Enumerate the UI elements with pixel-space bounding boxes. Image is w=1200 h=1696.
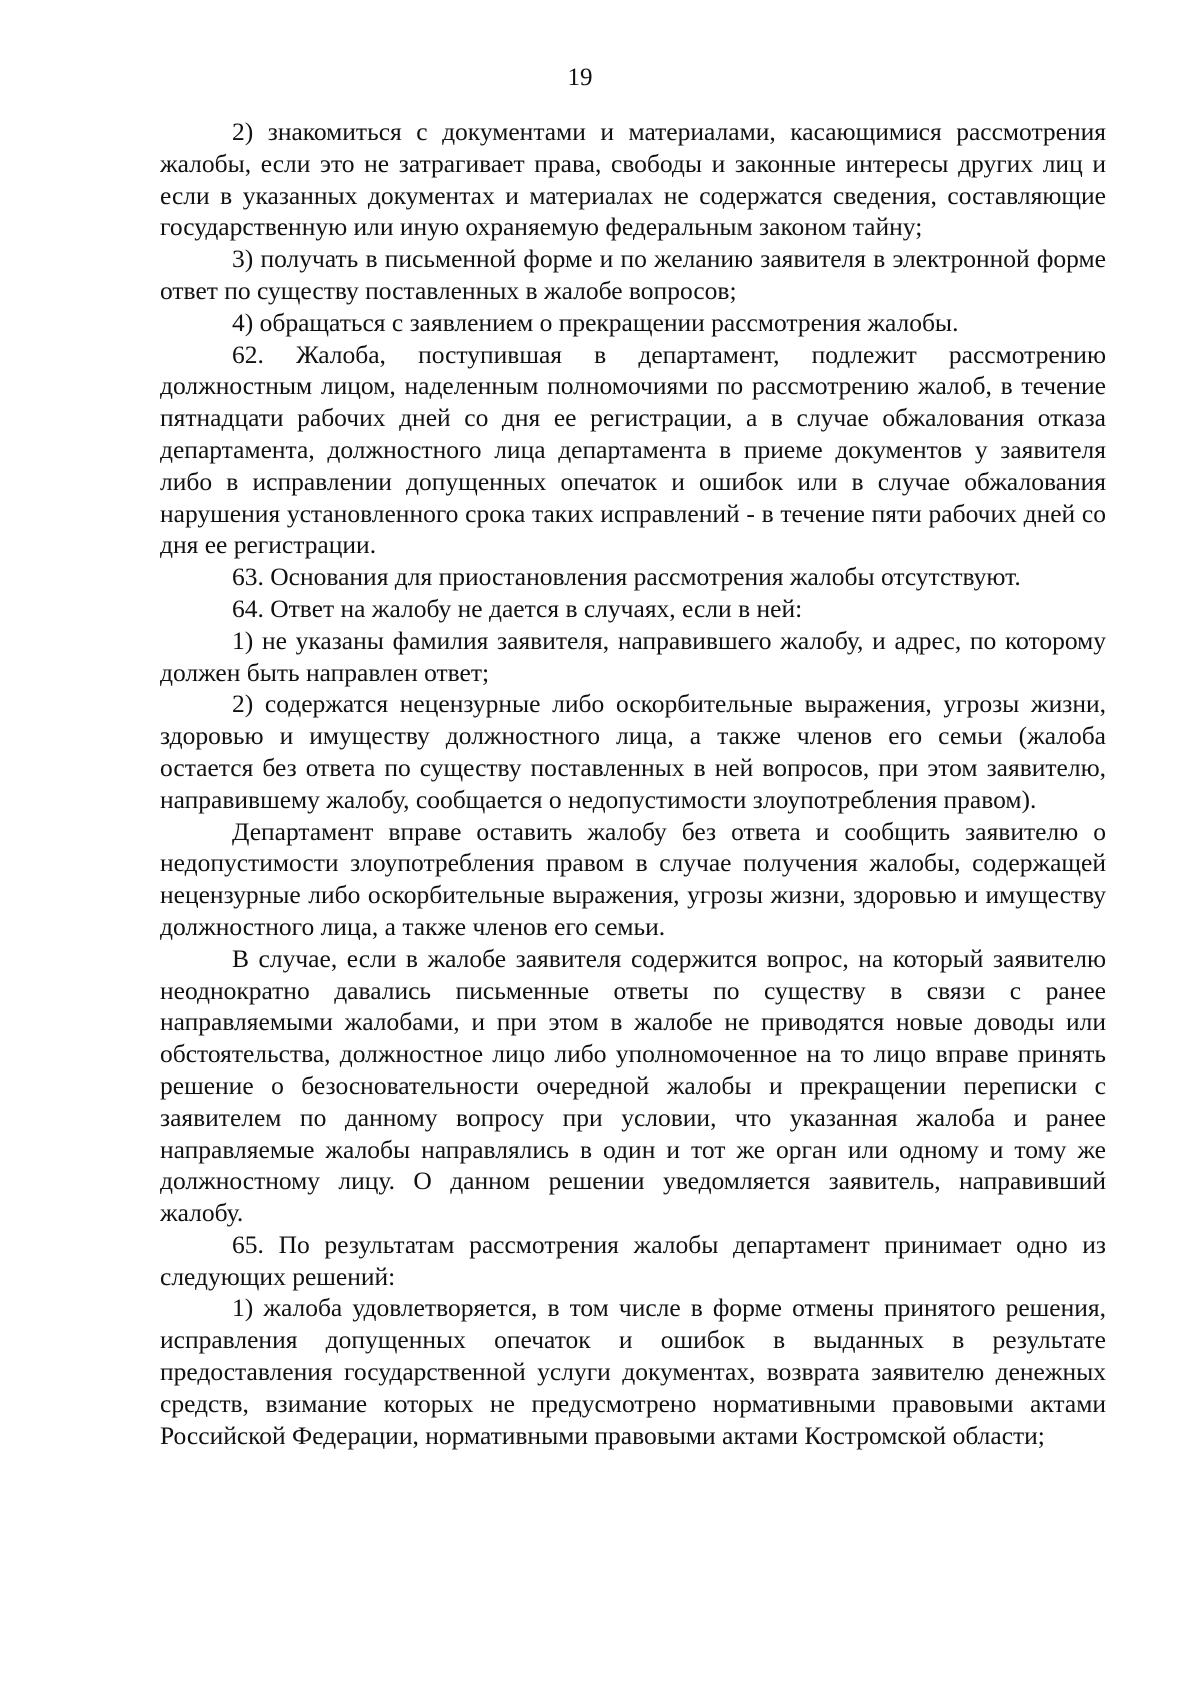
paragraph-64-item-1: 1) не указаны фамилия заявителя, направившего жалобу, и адрес, по которому должен быть направлен ответ; [160,625,1106,687]
document-body [160,116,1106,1451]
paragraph-item-3-rights: 3) получать в письменной форме и по желанию заявителя в электронной форме ответ по существу поставленных в жалобе вопросов; [160,244,1106,305]
paragraph-item-2-rights: 2) знакомиться с документами и материалами, касающимися рассмотрения жалобы, если это не затрагивает права, свободы и законные интересы других лиц и если в указанных документах и материалах не содержатся сведения, составляющие государственную или иную охраняемую федеральным законом тайну; [160,117,1106,242]
paragraph-item-4-rights: 4) обращаться с заявлением о прекращении рассмотрения жалобы. [232,307,959,337]
paragraph-63: 63. Основания для приостановления рассмотрения жалобы отсутствуют. [232,562,1021,592]
paragraph-65: 65. По результатам рассмотрения жалобы департамент принимает одно из следующих решений: [160,1229,1106,1291]
paragraph-repeated-complaint: В случае, если в жалобе заявителя содержится вопрос, на который заявителю неоднократно давались письменные ответы по существу в связи с ранее направляемыми жалобами, и при этом в жалобе не приводятся новые доводы или обстоятельства, должностное лицо либо уполномоченное на то лицо вправе принять решение о безосновательности очередной жалобы и прекращении переписки с заявителем по данному вопросу при условии, что указанная жалоба и ранее направляемые жалобы направлялись в один и тот же орган или одному и тому же должностному лицу. О данном решении уведомляется заявитель, направивший жалобу. [160,943,1106,1228]
paragraph-department-right: Департамент вправе оставить жалобу без ответа и сообщить заявителю о недопустимости злоупотребления правом в случае получения жалобы, содержащей нецензурные либо оскорбительные выражения, угрозы жизни, здоровью и имуществу должностного лица, а также членов его семьи. [160,816,1106,941]
paragraph-64-item-2: 2) содержатся нецензурные либо оскорбительные выражения, угрозы жизни, здоровью и имуществу должностного лица, а также членов его семьи (жалоба остается без ответа по существу поставленных в ней вопросов, при этом заявителю, направившему жалобу, сообщается о недопустимости злоупотребления правом). [160,689,1106,814]
paragraph-62: 62. Жалоба, поступившая в департамент, подлежит рассмотрению должностным лицом, наделенным полномочиями по рассмотрению жалоб, в течение пятнадцати рабочих дней со дня ее регистрации, а в случае обжалования отказа департамента, должностного лица департамента в приеме документов у заявителя либо в исправлении допущенных опечаток и ошибок или в случае обжалования нарушения установленного срока таких исправлений - в течение пяти рабочих дней со дня ее регистрации. [160,339,1106,560]
page-number: 19 [567,64,593,91]
paragraph-65-item-1: 1) жалоба удовлетворяется, в том числе в форме отмены принятого решения, исправления допущенных опечаток и ошибок в выданных в результате предоставления государственной услуги документах, возврата заявителю денежных средств, взимание которых не предусмотрено нормативными правовыми актами Российской Федерации, нормативными правовыми актами Костромской области; [160,1293,1106,1450]
paragraph-64: 64. Ответ на жалобу не дается в случаях, если в ней: [232,593,803,623]
